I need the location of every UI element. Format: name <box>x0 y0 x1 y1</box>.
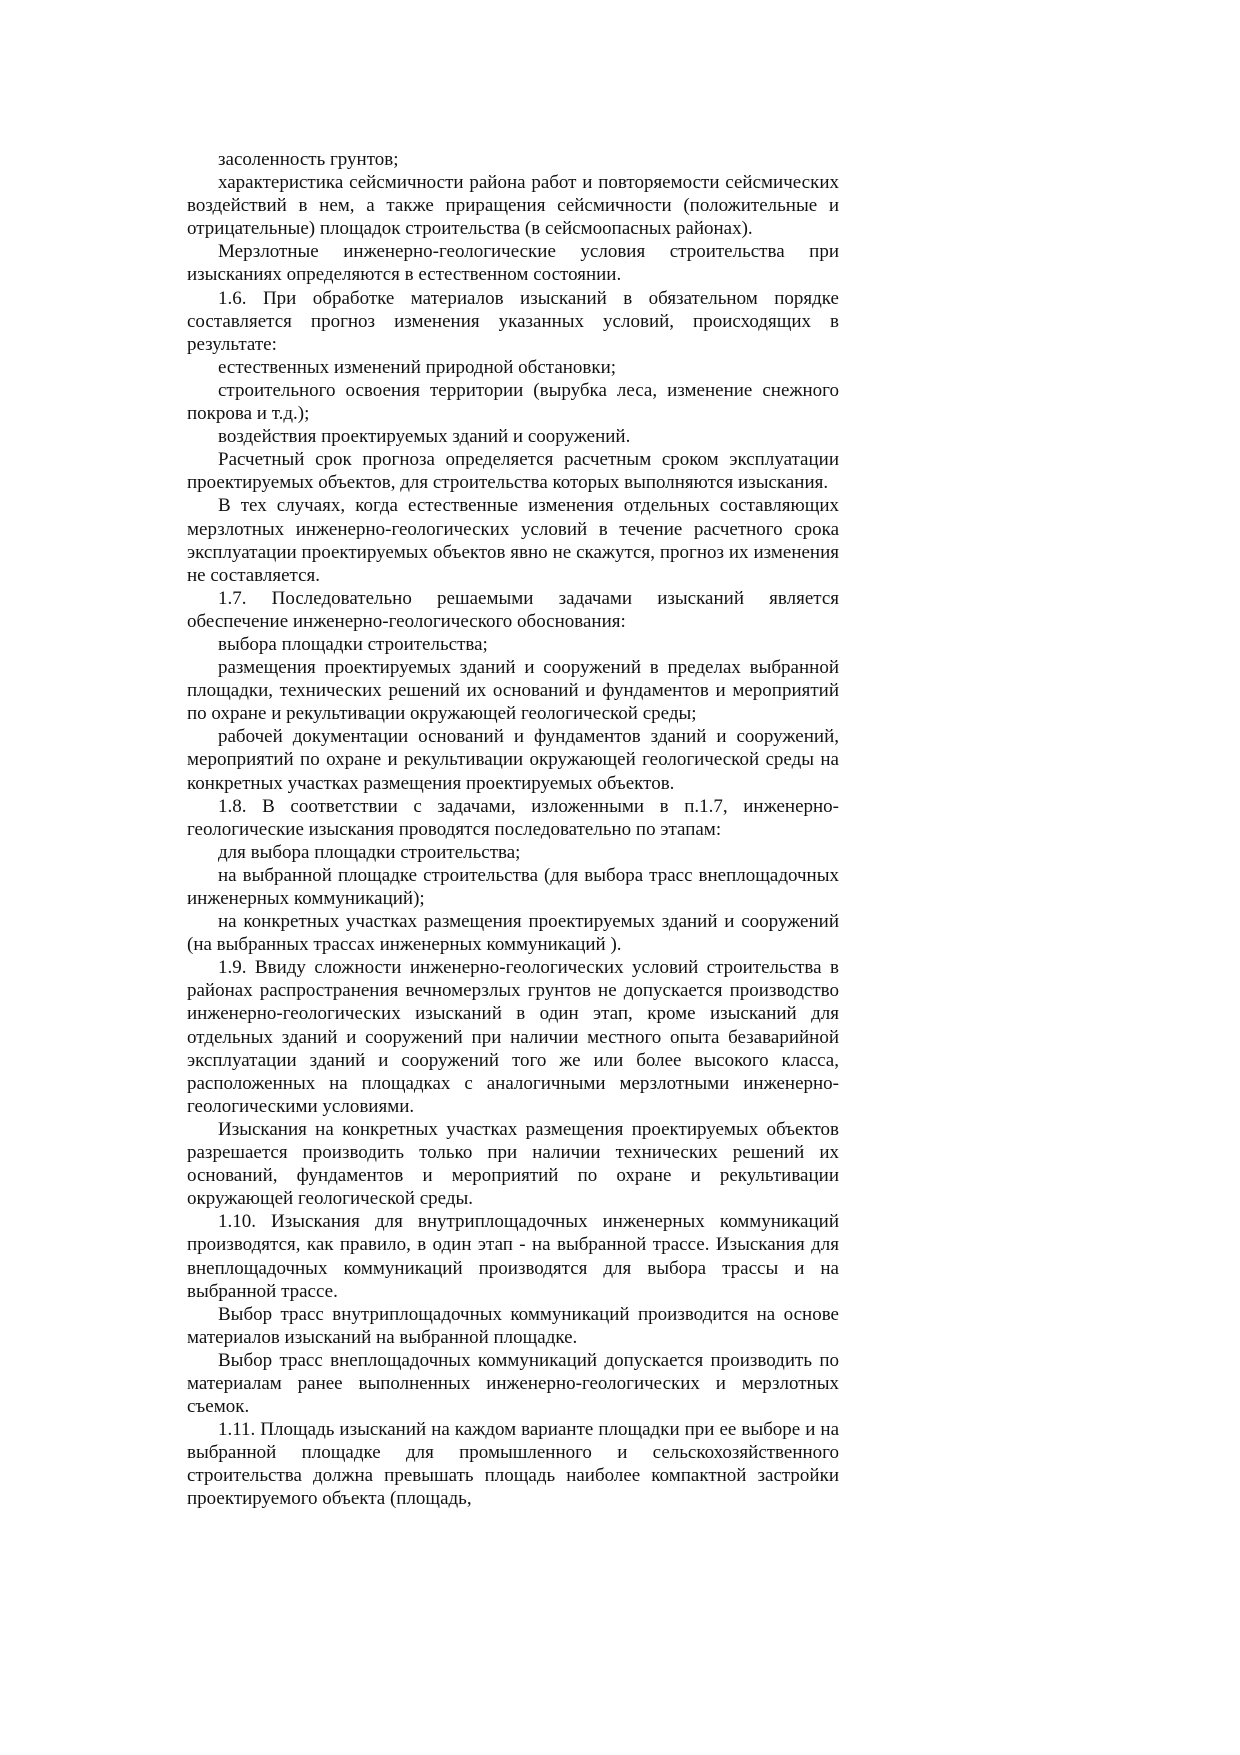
document-page <box>187 148 839 1511</box>
list-item-stage-specific-sections: на конкретных участках размещения проектируемых зданий и сооружений (на выбранных трассах инженерных коммуникаций ). <box>187 911 839 956</box>
paragraph-1-6: 1.6. При обработке материалов изысканий в обязательном порядке составляется прогноз изменения указанных условий, происходящих в результате: <box>187 287 839 355</box>
paragraph-1-8: 1.8. В соответствии с задачами, изложенными в п.1.7, инженерно-геологические изыскания проводятся последовательно по этапам: <box>187 795 839 840</box>
list-item-site-selection: выбора площадки строительства; <box>218 633 488 655</box>
paragraph-1-10: 1.10. Изыскания для внутриплощадочных инженерных коммуникаций производятся, как правило, в один этап - на выбранной трассе. Изыскания для внеплощадочных коммуникаций производятся для выбора трассы и на выбранной трассе. <box>187 1211 839 1302</box>
paragraph-no-forecast-cases: В тех случаях, когда естественные изменения отдельных составляющих мерзлотных инженерно-геологических условий в течение расчетного срока эксплуатации проектируемых объектов явно не скажутся, прогноз их изменения не составляется. <box>187 495 839 586</box>
list-item-natural-changes: естественных изменений природной обстановки; <box>218 356 617 378</box>
paragraph-internal-routes: Выбор трасс внутриплощадочных коммуникаций производится на основе материалов изысканий на выбранной площадке. <box>187 1303 839 1348</box>
list-item-building-impact: воздействия проектируемых зданий и сооружений. <box>218 426 631 448</box>
paragraph-specific-sections-surveys: Изыскания на конкретных участках размещения проектируемых объектов разрешается производить только при наличии технических решений их оснований, фундаментов и мероприятий по охране и рекультивации окружающей геологической среды. <box>187 1118 839 1210</box>
paragraph-forecast-period: Расчетный срок прогноза определяется расчетным сроком эксплуатации проектируемых объектов, для строительства которых выполняются изыскания. <box>187 449 839 494</box>
list-item-construction-development: строительного освоения территории (вырубка леса, изменение снежного покрова и т.д.); <box>187 379 839 425</box>
list-item-stage-selected-site: на выбранной площадке строительства (для выбора трасс внеплощадочных инженерных коммуникаций); <box>187 864 839 909</box>
list-item-stage-site-selection: для выбора площадки строительства; <box>218 841 521 863</box>
list-item-placement: размещения проектируемых зданий и сооружений в пределах выбранной площадки, технических решений их оснований и фундаментов и мероприятий по охране и рекультивации окружающей геологической среды; <box>187 657 839 725</box>
paragraph-1-7: 1.7. Последовательно решаемыми задачами изысканий является обеспечение инженерно-геологического обоснования: <box>187 587 839 632</box>
paragraph-1-11: 1.11. Площадь изысканий на каждом варианте площадки при ее выборе и на выбранной площадке для промышленного и сельскохозяйственного строительства должна превышать площадь наиболее компактной застройки проектируемого объекта (площадь, <box>187 1419 839 1510</box>
paragraph-1-9: 1.9. Ввиду сложности инженерно-геологических условий строительства в районах распространения вечномерзлых грунтов не допускается производство инженерно-геологических изысканий в один этап, кроме изысканий для отдельных зданий и сооружений при наличии местного опыта безаварийной эксплуатации зданий и сооружений того же или более высокого класса, расположенных на площадках с аналогичными мерзлотными инженерно-геологическими условиями. <box>187 957 839 1117</box>
paragraph-seismicity: характеристика сейсмичности района работ и повторяемости сейсмических воздействий в нем, а также приращения сейсмичности (положительные и отрицательные) площадок строительства (в сейсмоопасных районах). <box>187 172 839 240</box>
paragraph-soil-salinity: засоленность грунтов; <box>218 149 399 170</box>
list-item-working-docs: рабочей документации оснований и фундаментов зданий и сооружений, мероприятий по охране и рекультивации окружающей геологической среды на конкретных участках размещения проектируемых объектов. <box>187 726 839 794</box>
paragraph-external-routes: Выбор трасс внеплощадочных коммуникаций допускается производить по материалам ранее выполненных инженерно-геологических и мерзлотных съемок. <box>187 1349 839 1418</box>
paragraph-permafrost-conditions: Мерзлотные инженерно-геологические условия строительства при изысканиях определяются в естественном состоянии. <box>187 241 839 286</box>
